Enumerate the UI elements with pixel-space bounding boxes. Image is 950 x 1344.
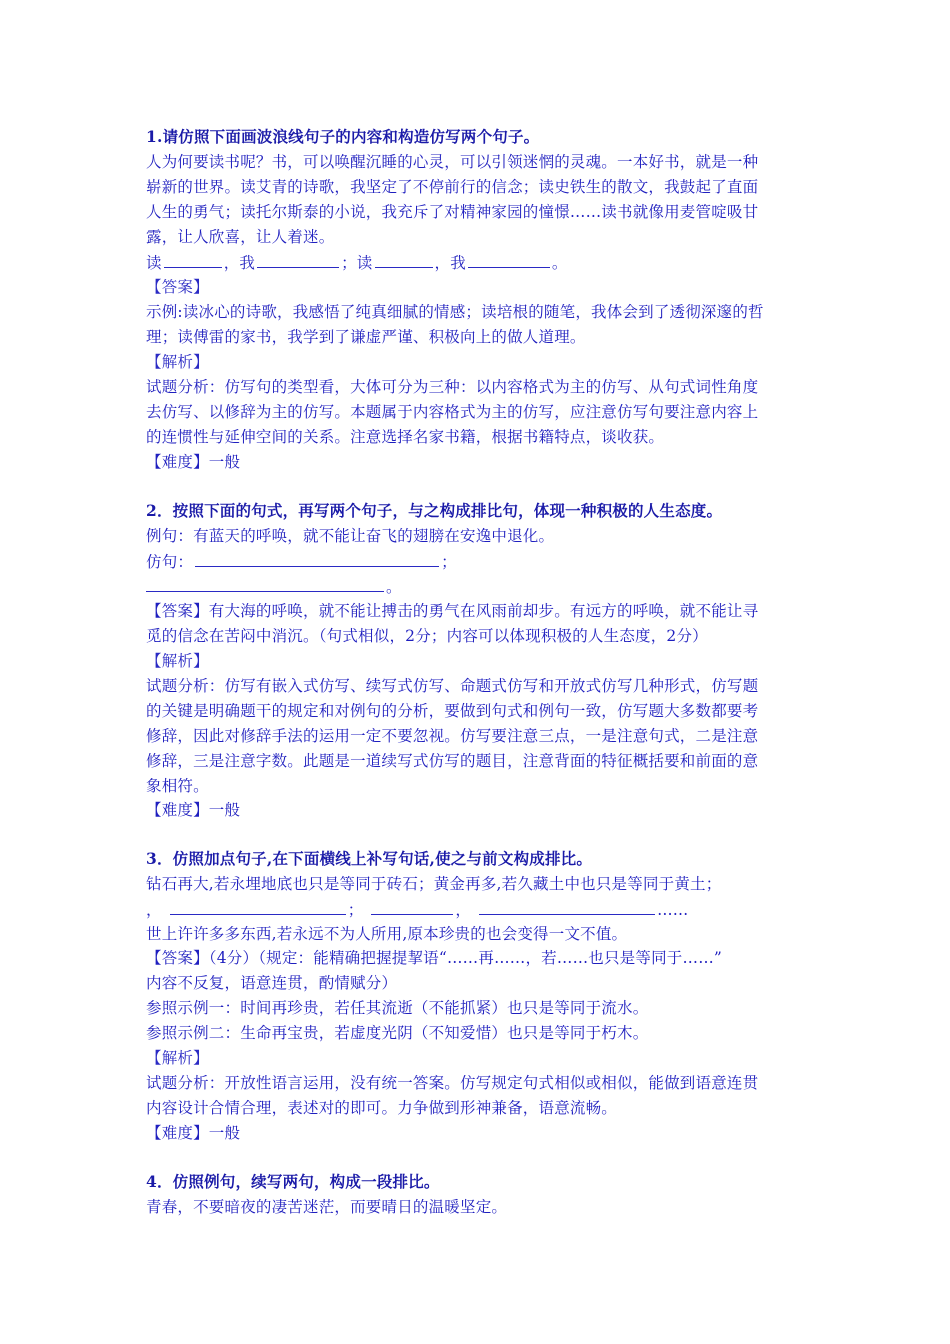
answer-blank[interactable]	[257, 252, 339, 268]
q2-analysis-line: 修辞，三是注意字数。此题是一道续写式仿写的题目，注意背面的特征概括要和前面的意	[146, 752, 759, 770]
q2-answer-line: 【答案】有大海的呼唤，就不能让搏击的勇气在风雨前却步。有远方的呼唤，就不能让寻	[146, 602, 759, 620]
q1-analysis-line: 去仿写、以修辞为主的仿写。本题属于内容格式为主的仿写，应注意仿写句要注意内容上	[146, 403, 759, 421]
q1-analysis-line: 的连惯性与延伸空间的关系。注意选择名家书籍，根据书籍特点，谈收获。	[146, 428, 665, 446]
q4-example: 青春，不要暗夜的凄苦迷茫，而要晴日的温暖坚定。	[146, 1198, 508, 1216]
fill-text: ，我	[434, 254, 466, 272]
q3-passage-line: 世上许许多多东西,若永远不为人所用,原本珍贵的也会变得一文不值。	[146, 925, 628, 943]
analysis-tag: 【解析】	[146, 353, 209, 371]
fill-text: ……	[657, 901, 689, 919]
q3-answer-line: 【答案】（4分）（规定：能精确把握提挈语“……再……，若……也只是等同于……”	[146, 949, 723, 967]
answer-blank[interactable]	[170, 899, 346, 915]
q2-answer-line: 觅的信念在苦闷中消沉。（句式相似，2分；内容可以体现积极的人生态度，2分）	[146, 627, 708, 645]
fill-text: ，我	[223, 254, 256, 272]
fill-text: ，	[455, 901, 472, 919]
q1-passage-line: 崭新的世界。读艾青的诗歌，我坚定了不停前行的信念；读史铁生的散文，我鼓起了直面	[146, 178, 759, 196]
q2-example: 例句：有蓝天的呼唤，就不能让奋飞的翅膀在安逸中退化。	[146, 527, 555, 545]
q1-passage-line: 人生的勇气；读托尔斯泰的小说，我充斥了对精神家园的憧憬……读书就像用麦管啶吸甘	[146, 203, 759, 221]
fill-text: ，	[146, 901, 162, 919]
q2-imitate-line-2	[146, 576, 402, 597]
q1-answer-line: 示例:读冰心的诗歌，我感悟了纯真细腻的情感；读培根的随笔，我体会到了透彻深邃的哲	[146, 303, 764, 321]
q2-analysis-line: 试题分析：仿写有嵌入式仿写、续写式仿写、命题式仿写和开放式仿写几种形式，仿写题	[146, 677, 759, 695]
q2-difficulty: 【难度】一般	[146, 801, 241, 819]
fill-text: ；	[347, 901, 364, 919]
fill-text: 。	[551, 254, 568, 272]
answer-blank[interactable]	[375, 252, 433, 268]
q1-fill-line	[146, 252, 568, 273]
q2-analysis-line: 的关键是明确题干的规定和对例句的分析，要做到句式和例句一致，仿写题大多数都要考	[146, 702, 759, 720]
separator: ；	[441, 553, 457, 571]
answer-blank[interactable]	[371, 899, 453, 915]
answer-blank[interactable]	[479, 899, 655, 915]
fill-text: ；读	[341, 254, 373, 272]
separator: 。	[386, 578, 402, 596]
q1-title: 1.请仿照下面画波浪线句子的内容和构造仿写两个句子。	[146, 127, 540, 146]
fill-text: 读	[146, 254, 162, 272]
q3-answer-line: 参照示例一：时间再珍贵，若任其流逝（不能抓紧）也只是等同于流水。	[146, 999, 649, 1017]
q1-analysis-line: 试题分析：仿写句的类型看，大体可分为三种：以内容格式为主的仿写、从句式词性角度	[146, 378, 759, 396]
q3-title: 3．仿照加点句子,在下面横线上补写句话,使之与前文构成排比。	[146, 849, 593, 868]
answer-blank[interactable]	[468, 252, 550, 268]
imitate-label: 仿句：	[146, 553, 194, 571]
q1-answer-line: 理；读傅雷的家书，我学到了谦虚严谨、积极向上的做人道理。	[146, 328, 586, 346]
q1-passage-line: 人为何要读书呢？书，可以唤醒沉睡的心灵，可以引领迷惘的灵魂。一本好书，就是一种	[146, 153, 759, 171]
answer-blank[interactable]	[146, 576, 384, 592]
q4-title: 4．仿照例句，续写两句，构成一段排比。	[146, 1172, 440, 1191]
q2-title: 2．按照下面的句式，再写两个句子，与之构成排比句，体现一种积极的人生态度。	[146, 501, 723, 520]
answer-blank[interactable]	[164, 252, 222, 268]
q3-analysis-line: 内容设计合情合理，表述对的即可。力争做到形神兼备，语意流畅。	[146, 1099, 618, 1117]
answer-tag: 【答案】	[146, 278, 209, 296]
q3-answer-line: 内容不反复，语意连贯，酌情赋分）	[146, 974, 398, 992]
q3-passage-line: 钻石再大,若永埋地底也只是等同于砖石；黄金再多,若久藏土中也只是等同于黄土；	[146, 875, 722, 893]
answer-blank[interactable]	[195, 551, 439, 567]
q1-passage-line: 露，让人欣喜，让人着迷。	[146, 228, 335, 246]
analysis-tag: 【解析】	[146, 1049, 209, 1067]
q2-analysis-line: 修辞，因此对修辞手法的运用一定不要忽视。仿写要注意三点，一是注意句式，二是注意	[146, 727, 759, 745]
q1-difficulty: 【难度】一般	[146, 453, 241, 471]
q2-analysis-line: 象相符。	[146, 777, 209, 795]
q3-fill-line	[146, 899, 689, 920]
q3-analysis-line: 试题分析：开放性语言运用，没有统一答案。仿写规定句式相似或相似，能做到语意连贯	[146, 1074, 759, 1092]
q3-answer-line: 参照示例二：生命再宝贵，若虚度光阴（不知爱惜）也只是等同于朽木。	[146, 1024, 649, 1042]
q2-imitate-line	[146, 551, 457, 572]
analysis-tag: 【解析】	[146, 652, 209, 670]
q3-difficulty: 【难度】一般	[146, 1124, 241, 1142]
